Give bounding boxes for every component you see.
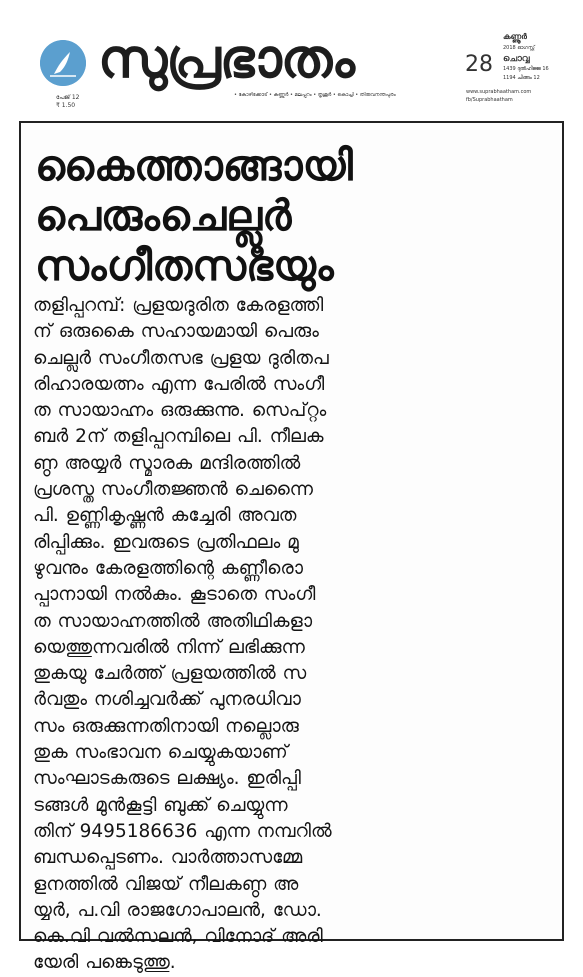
headline-line: കൈത്താങ്ങായി — [35, 141, 353, 190]
newspaper-title: സുപ്രഭാതം — [98, 27, 354, 90]
newspaper-masthead — [0, 0, 583, 120]
body-line: ളനത്തിൽ വിജയ് നീലകണ്ഠ അ — [33, 873, 299, 895]
edition-city: കണ്ണൂർ — [503, 32, 527, 41]
web-links — [466, 88, 578, 104]
body-line: പ്രശസ്ത സംഗീതജ്ഞൻ ചെന്നൈ — [33, 479, 314, 501]
body-line: പി. ഉണ്ണികൃഷ്ണൻ കച്ചേരി അവത — [33, 505, 297, 527]
price-block — [56, 94, 79, 110]
date-line-malayalam: 1194 ചിങ്ങം 12 — [503, 75, 540, 81]
news-clipping — [19, 121, 564, 974]
body-line: കെ.വി വൽസലൻ, വിനോദ് അരി — [33, 926, 323, 948]
date-line-gregorian: 2018 ഓഗസ്റ്റ് — [503, 45, 535, 51]
body-line: തളിപ്പറമ്പ്: പ്രളയദുരിത കേരളത്തി — [33, 295, 324, 316]
date-line-hijri: 1439 ദുൽഹിജ്ജ 16 — [503, 66, 549, 72]
body-line: രിഹാരയത്നം എന്ന പേരിൽ സംഗീ — [33, 373, 325, 395]
headline — [35, 141, 550, 291]
bird-logo-icon — [40, 40, 86, 86]
date-block — [503, 44, 581, 83]
body-line: ചെല്ലൂർ സംഗീതസഭ പ്രളയ ദുരിതപ — [33, 347, 329, 369]
body-line: ഴുവനും കേരളത്തിന്റെ കണ്ണീരൊ — [33, 557, 303, 579]
editions-list: • കോഴിക്കോട് • കണ്ണൂർ • മലപ്പുറം • തൃശൂർ • കൊച്ചി • തിരുവനന്തപുരം — [234, 92, 396, 98]
body-line: തുക സംഭാവന ചെയ്യുകയാണ് — [33, 742, 288, 764]
body-line: തിന് 9495186636 എന്ന നമ്പറിൽ — [33, 820, 332, 842]
page-count: പേജ് 12 — [56, 94, 80, 101]
body-line: ന് ഒരുകൈ സഹായമായി പെരും — [33, 321, 319, 343]
body-line: ടങ്ങൾ മുൻകൂട്ടി ബുക്ക് ചെയ്യുന്ന — [33, 794, 288, 816]
body-line: തുകയു ചേർത്ത് പ്രളയത്തിൽ സ — [33, 663, 307, 685]
body-line: സം ഒരുക്കുന്നതിനായി നല്ലൊരു — [33, 715, 299, 737]
body-line: സംഘാടകരുടെ ലക്ഷ്യം. ഇരിപ്പി — [33, 768, 301, 790]
body-line: യെത്തുന്നവരിൽ നിന്ന് ലഭിക്കുന്ന — [33, 636, 305, 658]
price: ₹ 1.50 — [56, 102, 76, 109]
headline-line: പെരുംചെല്ലൂർ — [35, 191, 292, 240]
weekday: ചൊവ്വ — [503, 54, 530, 64]
article-body — [33, 293, 553, 977]
body-line: ത സായാഹ്നത്തിൽ അതിഥികളാ — [33, 610, 313, 632]
body-line: ത സായാഹ്നം ഒരുക്കുന്നു. സെപ്റ്റം — [33, 400, 327, 422]
body-line: യ്യർ, പ.വി രാജഗോപാലൻ, ഡോ. — [33, 899, 322, 921]
body-line: യേരി പങ്കെടുത്തു. — [33, 952, 176, 974]
facebook-link: fb/Suprabhaatham — [466, 97, 513, 103]
headline-line: സംഗീതസഭയും — [35, 241, 334, 290]
body-line: രിപ്പിക്കും. ഇവരുടെ പ്രതിഫലം മു — [33, 531, 299, 553]
website-link: www.suprabhaatham.com — [466, 89, 532, 95]
date-number: 28 — [465, 52, 493, 77]
body-line: ണ്ഠ അയ്യർ സ്മാരക മന്ദിരത്തിൽ — [33, 452, 301, 474]
body-line: ബന്ധപ്പെടണം. വാർത്താസമ്മേ — [33, 847, 303, 869]
body-line: ബർ 2ന് തളിപ്പറമ്പിലെ പി. നീലക — [33, 426, 324, 448]
body-line: പ്പാനായി നൽകും. കൂടാതെ സംഗീ — [33, 584, 316, 606]
body-line: ർവതും നശിച്ചവർക്ക് പുനരധിവാ — [33, 689, 301, 711]
